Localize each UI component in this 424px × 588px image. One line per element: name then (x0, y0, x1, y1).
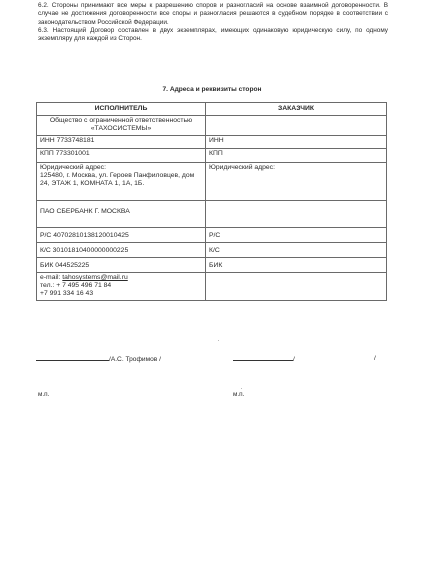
customer-ks: К/С (206, 243, 387, 258)
table-header-row (37, 103, 387, 116)
table-row (37, 163, 387, 201)
executor-address: Юридический адрес: 125480, г. Москва, ул. Героев Панфиловцев, дом 24, ЭТАЖ 1, КОМНАТА 1, 1А, 1Б. (37, 163, 206, 201)
executor-bik: БИК 044525225 (37, 258, 206, 273)
customer-bank (206, 201, 387, 228)
executor-phone: тел.: + 7 495 496 71 84 +7 991 334 16 43 (40, 282, 112, 297)
clause-6-2: 6.2. Стороны принимают все меры к разрешению споров и разногласий на основе взаимной договоренности. В случае не достижения договоренности все споры и разногласия решаются в судебном порядке в соответствии с законодательством Российской Федерации. (38, 2, 388, 26)
table-row (37, 116, 387, 136)
executor-kpp: КПП 773301001 (37, 149, 206, 163)
table-row (37, 201, 387, 228)
customer-address: Юридический адрес: (206, 163, 387, 201)
header-executor: ИСПОЛНИТЕЛЬ (37, 103, 206, 116)
signature-executor (36, 355, 161, 363)
executor-bank: ПАО СБЕРБАНК Г. МОСКВА (37, 201, 206, 228)
signature-end-slash: / (374, 355, 376, 362)
scan-speck (241, 388, 242, 389)
executor-inn: ИНН 7733748181 (37, 136, 206, 149)
executor-rs: Р/С 40702810138120010425 (37, 228, 206, 243)
table-row (37, 136, 387, 149)
executor-ks: К/С 30101810400000000225 (37, 243, 206, 258)
customer-contacts (206, 273, 387, 301)
section-title: 7. Адреса и реквизиты сторон (162, 86, 262, 93)
signature-line-executor (36, 355, 109, 361)
customer-bik: БИК (206, 258, 387, 273)
customer-inn: ИНН (206, 136, 387, 149)
executor-email-line (40, 274, 202, 282)
table-row (37, 273, 387, 301)
customer-org (206, 116, 387, 136)
signature-line-customer (233, 355, 293, 361)
stamp-label-executor: м.п. (38, 391, 50, 398)
signature-customer (233, 355, 295, 363)
table-row (37, 243, 387, 258)
executor-contacts (37, 273, 206, 301)
table-row (37, 149, 387, 163)
table-row (37, 258, 387, 273)
email-link[interactable]: tahosystems@mail.ru (62, 274, 128, 281)
customer-kpp: КПП (206, 149, 387, 163)
clause-6-3: 6.3. Настоящий Договор составлен в двух экземплярах, имеющих одинаковую юридическую силу, по одному экземпляру для каждой из Сторон. (38, 27, 388, 43)
signatory-name: /А.С. Трофимов / (109, 356, 161, 363)
header-customer: ЗАКАЗЧИК (206, 103, 387, 116)
signature-slash: / (293, 356, 295, 363)
customer-rs: Р/С (206, 228, 387, 243)
stamp-label-customer: м.п. (233, 391, 245, 398)
requisites-table (36, 102, 387, 301)
scan-speck (218, 340, 219, 341)
table-row (37, 228, 387, 243)
executor-org: Общество с ограниченной ответственностью «ТАХОСИСТЕМЫ» (37, 116, 206, 136)
email-label: e-mail: (40, 274, 63, 281)
